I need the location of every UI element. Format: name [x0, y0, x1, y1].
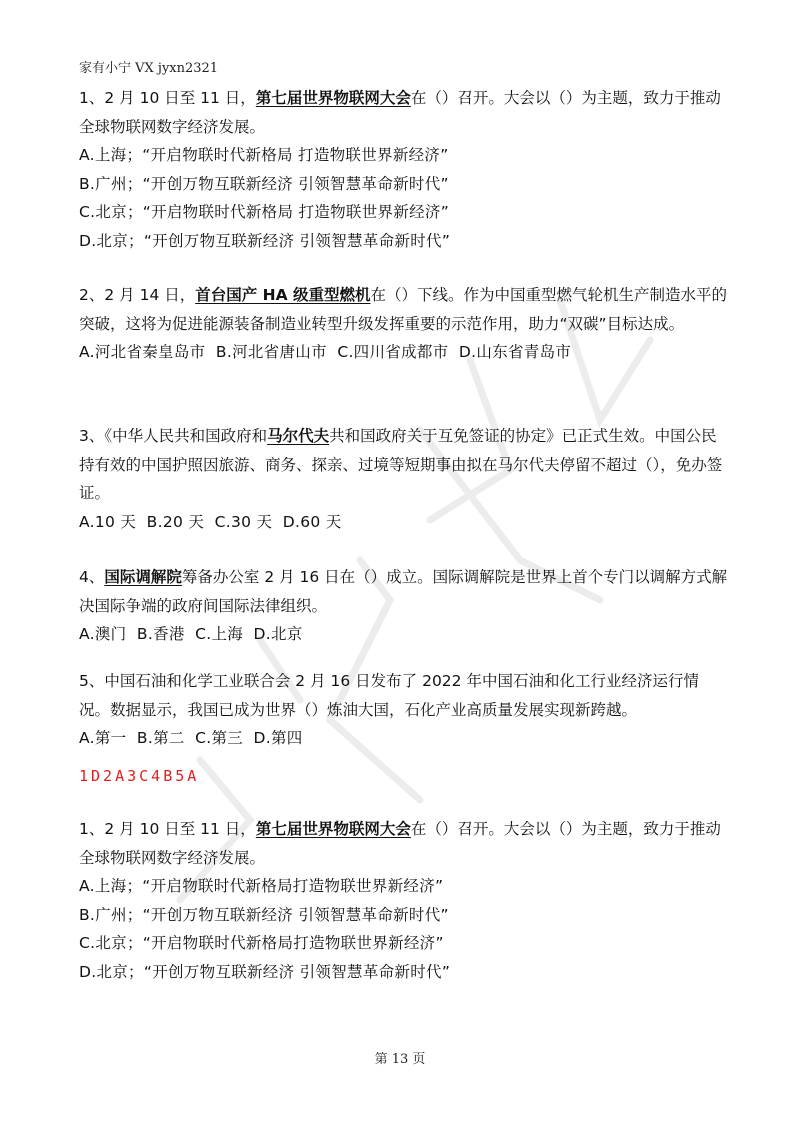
question-5	[79, 667, 729, 753]
question-1-repeat-keyword: 第七届世界物联网大会	[255, 820, 411, 838]
answer-key: 1D2A3C4B5A	[79, 767, 200, 785]
question-4-stem: 4、国际调解院筹备办公室 2 月 16 日在（）成立。国际调解院是世界上首个专门以调解方式解决国际争端的政府间国际法律组织。	[79, 568, 728, 615]
question-4	[79, 563, 729, 649]
question-2	[79, 281, 729, 367]
question-5-stem: 5、中国石油和化学工业联合会 2 月 16 日发布了 2022 年中国石油和化工行业经济运行情况。数据显示，我国已成为世界（）炼油大国，石化产业高质量发展实现新跨越。	[79, 672, 699, 719]
question-2-options: A.河北省秦皇岛市 B.河北省唐山市 C.四川省成都市 D.山东省青岛市	[79, 343, 572, 361]
question-1-repeat-stem: 1、2 月 10 日至 11 日，第七届世界物联网大会在（）召开。大会以（）为主题，致力于推动全球物联网数字经济发展。	[79, 820, 721, 867]
option-c: C.北京；“开启物联时代新格局 打造物联世界新经济”	[79, 203, 450, 221]
option-c: C.北京；“开启物联时代新格局打造物联世界新经济”	[79, 934, 444, 952]
question-4-keyword: 国际调解院	[104, 568, 182, 586]
option-a: A.上海；“开启物联时代新格局打造物联世界新经济”	[79, 877, 444, 895]
question-5-options: A.第一 B.第二 C.第三 D.第四	[79, 729, 303, 747]
question-3-stem: 3、《中华人民共和国政府和马尔代夫共和国政府关于互免签证的协定》已正式生效。中国公民持有效的中国护照因旅游、商务、探亲、过境等短期事由拟在马尔代夫停留不超过（），免办签证。	[79, 427, 723, 502]
option-b: B.广州；“开创万物互联新经济 引领智慧革命新时代”	[79, 905, 449, 924]
question-1-repeat	[79, 815, 729, 986]
question-1	[79, 84, 729, 255]
page-number: 第 13 页	[374, 1052, 426, 1067]
question-3-keyword: 马尔代夫	[267, 427, 330, 445]
option-d: D.北京；“开创万物互联新经济 引领智慧革命新时代”	[79, 231, 451, 250]
question-2-stem: 2、2 月 14 日，首台国产 HA 级重型燃机在（）下线。作为中国重型燃气轮机生产制造水平的突破，这将为促进能源装备制造业转型升级发挥重要的示范作用，助力“双碳”目标达成。	[79, 286, 728, 333]
page-header: 家有小宁 VX jyxn2321	[79, 61, 219, 76]
question-1-keyword: 第七届世界物联网大会	[255, 89, 411, 107]
option-b: B.广州；“开创万物互联新经济 引领智慧革命新时代”	[79, 174, 449, 193]
question-4-options: A.澳门 B.香港 C.上海 D.北京	[79, 625, 303, 643]
question-3	[79, 422, 729, 536]
option-d: D.北京；“开创万物互联新经济 引领智慧革命新时代”	[79, 962, 451, 981]
question-1-stem: 1、2 月 10 日至 11 日，第七届世界物联网大会在（）召开。大会以（）为主题，致力于推动全球物联网数字经济发展。	[79, 89, 721, 136]
option-a: A.上海；“开启物联时代新格局 打造物联世界新经济”	[79, 146, 449, 164]
question-2-keyword: 首台国产 HA 级重型燃机	[195, 286, 371, 304]
question-3-options: A.10 天 B.20 天 C.30 天 D.60 天	[79, 512, 342, 531]
